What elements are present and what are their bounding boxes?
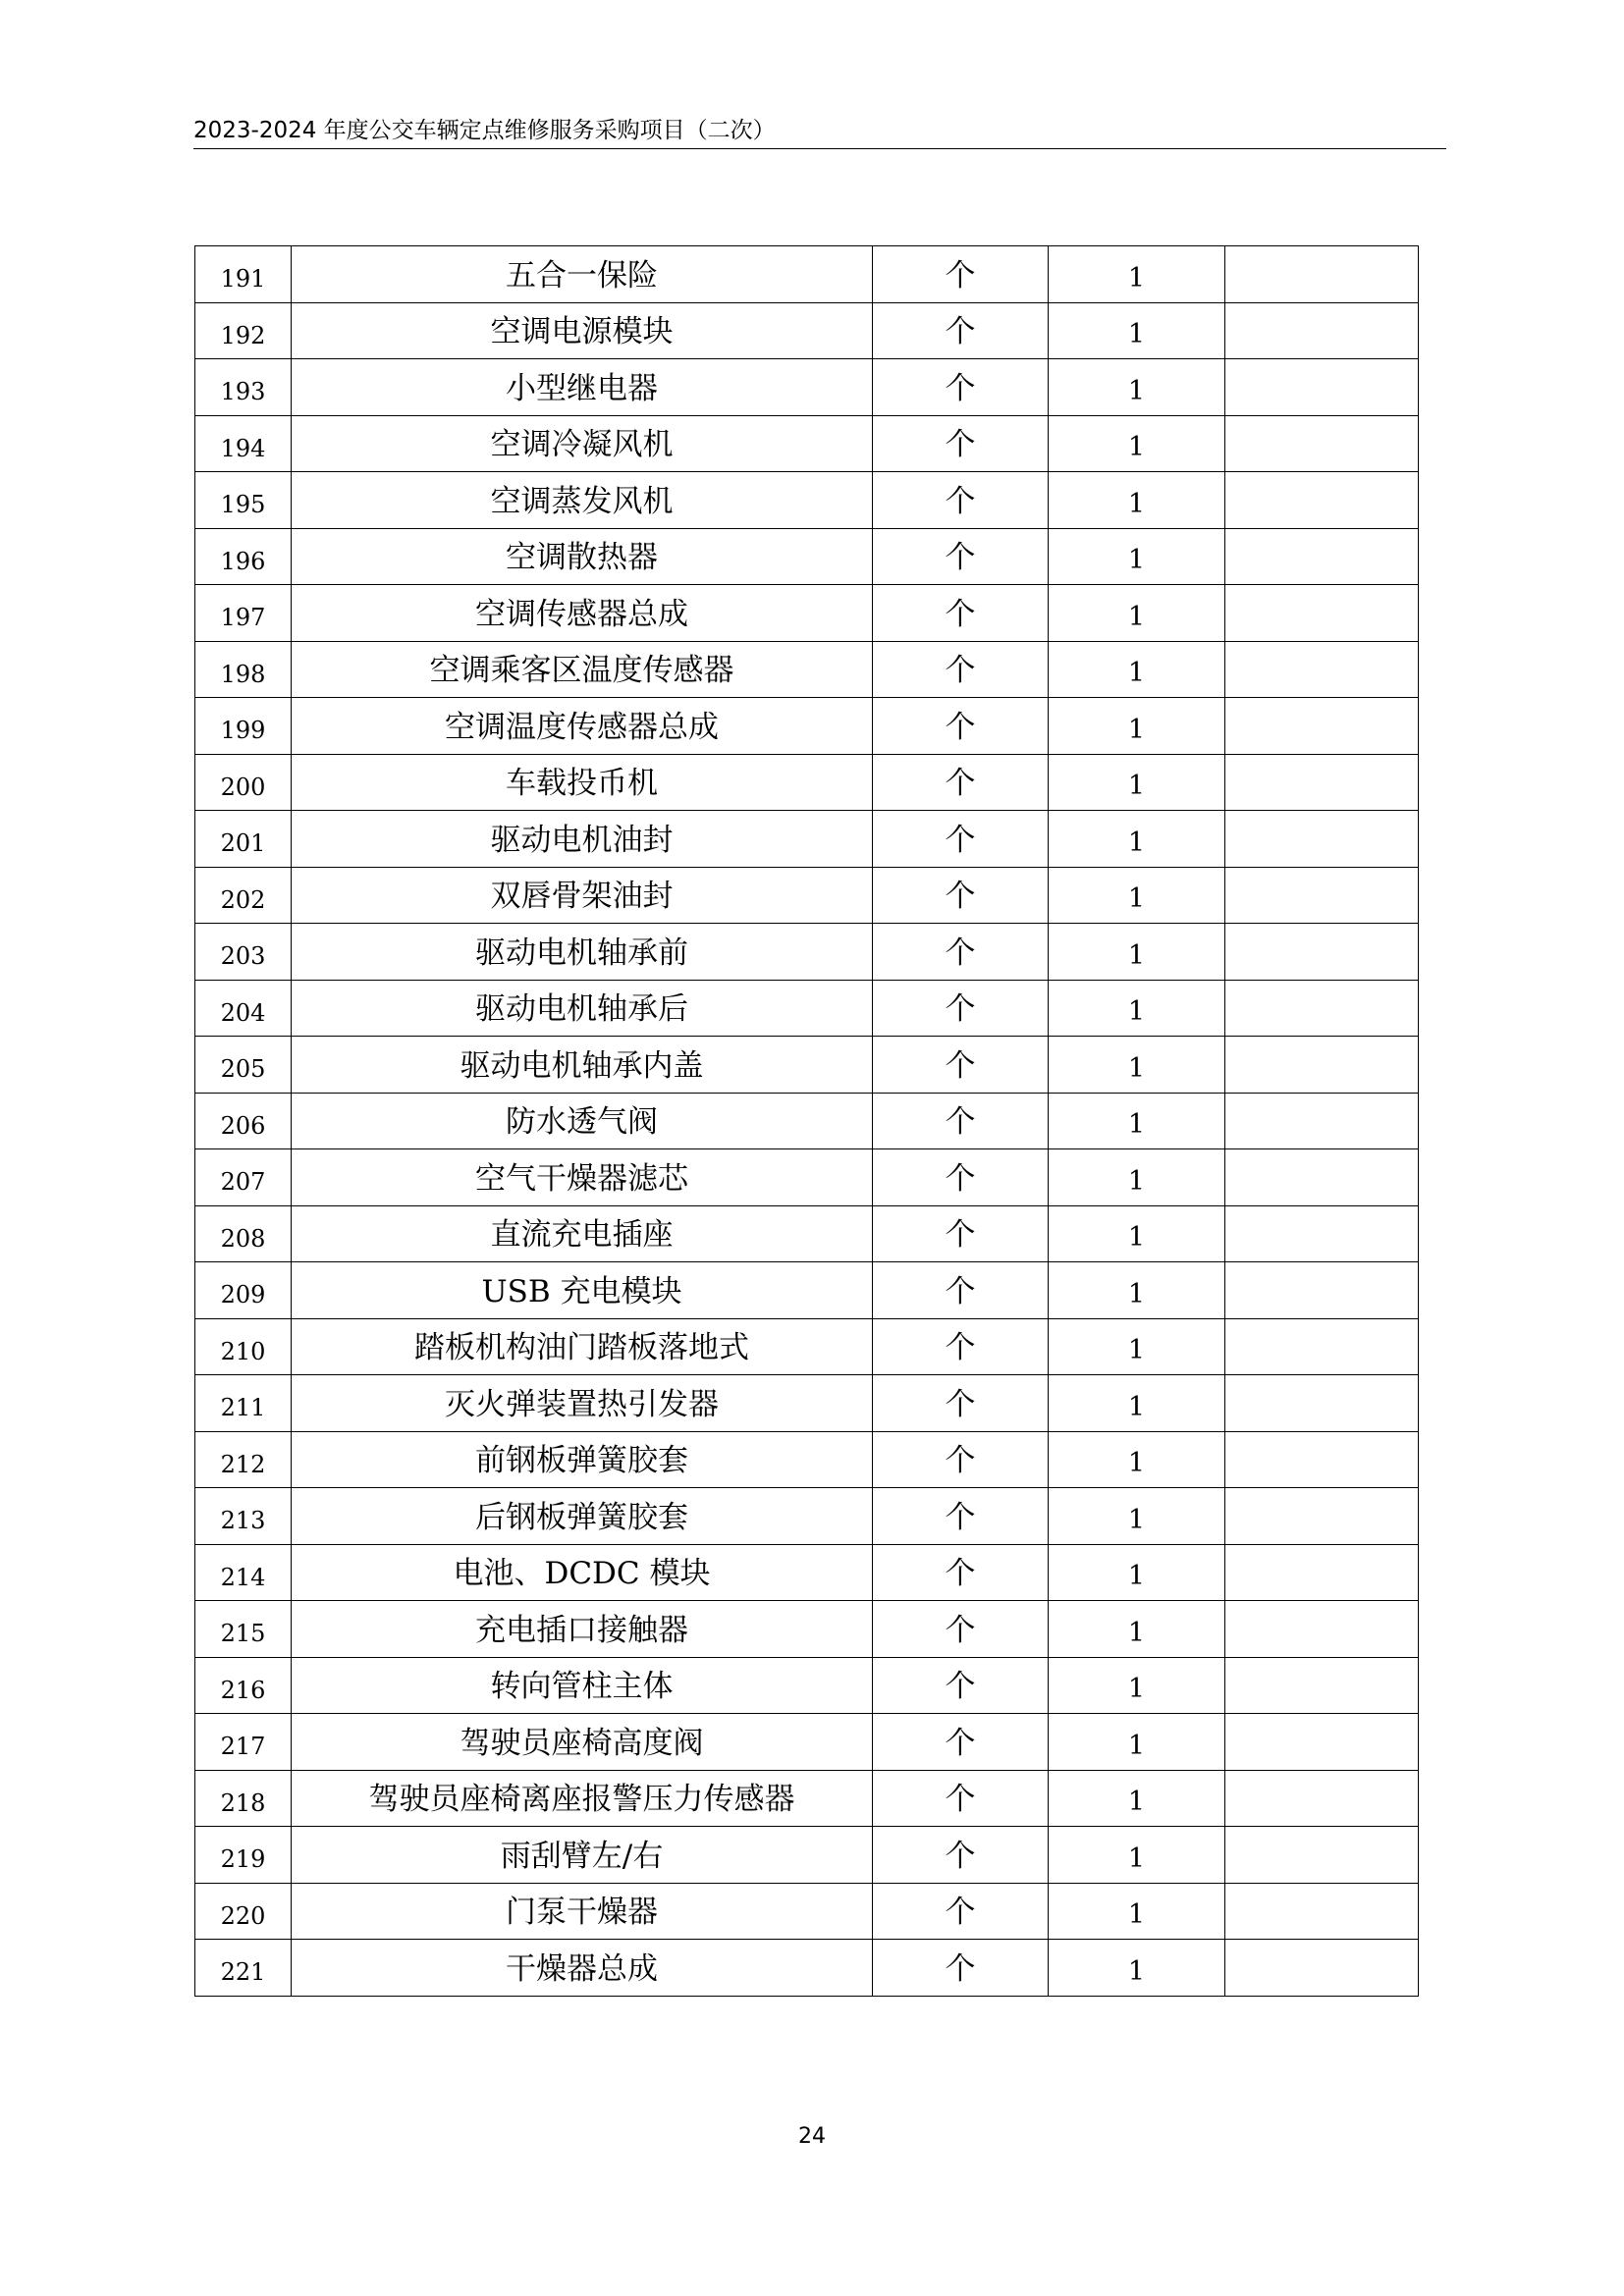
parts-table — [194, 245, 1419, 1997]
table-row — [195, 641, 1419, 698]
table-row — [195, 1037, 1419, 1094]
item-remark — [1225, 1657, 1419, 1714]
item-name: 空调温度传感器总成 — [292, 698, 873, 755]
item-name: 空调散热器 — [292, 528, 873, 585]
item-unit: 个 — [873, 1149, 1049, 1206]
item-quantity: 1 — [1049, 1714, 1225, 1771]
item-name: 干燥器总成 — [292, 1940, 873, 1997]
table-row — [195, 1940, 1419, 1997]
table-row — [195, 1827, 1419, 1884]
item-unit: 个 — [873, 754, 1049, 811]
row-number: 212 — [195, 1431, 292, 1488]
item-unit: 个 — [873, 1093, 1049, 1149]
item-unit: 个 — [873, 528, 1049, 585]
item-remark — [1225, 698, 1419, 755]
item-quantity: 1 — [1049, 1037, 1225, 1094]
item-quantity: 1 — [1049, 1093, 1225, 1149]
item-remark — [1225, 1601, 1419, 1658]
row-number: 205 — [195, 1037, 292, 1094]
item-remark — [1225, 1149, 1419, 1206]
item-quantity: 1 — [1049, 1940, 1225, 1997]
row-number: 210 — [195, 1318, 292, 1375]
item-unit: 个 — [873, 1601, 1049, 1658]
item-remark — [1225, 246, 1419, 303]
item-name: 驱动电机油封 — [292, 811, 873, 868]
item-remark — [1225, 1318, 1419, 1375]
row-number: 208 — [195, 1205, 292, 1262]
item-unit: 个 — [873, 246, 1049, 303]
row-number: 221 — [195, 1940, 292, 1997]
row-number: 200 — [195, 754, 292, 811]
table-row — [195, 698, 1419, 755]
table-row — [195, 1657, 1419, 1714]
item-remark — [1225, 1883, 1419, 1940]
item-name: 驱动电机轴承后 — [292, 980, 873, 1037]
item-remark — [1225, 754, 1419, 811]
table-row — [195, 1375, 1419, 1432]
item-remark — [1225, 472, 1419, 529]
item-name: 电池、DCDC 模块 — [292, 1544, 873, 1601]
item-name: 车载投币机 — [292, 754, 873, 811]
item-unit: 个 — [873, 1488, 1049, 1545]
item-quantity: 1 — [1049, 1431, 1225, 1488]
table-row — [195, 1149, 1419, 1206]
item-remark — [1225, 924, 1419, 981]
item-quantity: 1 — [1049, 980, 1225, 1037]
item-unit: 个 — [873, 415, 1049, 472]
item-unit: 个 — [873, 1375, 1049, 1432]
item-name: 转向管柱主体 — [292, 1657, 873, 1714]
row-number: 220 — [195, 1883, 292, 1940]
item-remark — [1225, 980, 1419, 1037]
item-quantity: 1 — [1049, 1601, 1225, 1658]
item-unit: 个 — [873, 1940, 1049, 1997]
item-name: 空调冷凝风机 — [292, 415, 873, 472]
item-remark — [1225, 1714, 1419, 1771]
item-name: 灭火弹装置热引发器 — [292, 1375, 873, 1432]
row-number: 207 — [195, 1149, 292, 1206]
item-name: USB 充电模块 — [292, 1262, 873, 1319]
item-quantity: 1 — [1049, 1149, 1225, 1206]
item-quantity: 1 — [1049, 811, 1225, 868]
item-quantity: 1 — [1049, 415, 1225, 472]
row-number: 191 — [195, 246, 292, 303]
table-row — [195, 415, 1419, 472]
item-remark — [1225, 1037, 1419, 1094]
table-row — [195, 1488, 1419, 1545]
item-unit: 个 — [873, 585, 1049, 642]
item-quantity: 1 — [1049, 1544, 1225, 1601]
item-name: 后钢板弹簧胶套 — [292, 1488, 873, 1545]
item-quantity: 1 — [1049, 1488, 1225, 1545]
item-quantity: 1 — [1049, 585, 1225, 642]
item-remark — [1225, 867, 1419, 924]
item-remark — [1225, 641, 1419, 698]
table-row — [195, 1262, 1419, 1319]
item-unit: 个 — [873, 1431, 1049, 1488]
item-unit: 个 — [873, 980, 1049, 1037]
row-number: 209 — [195, 1262, 292, 1319]
item-name: 防水透气阀 — [292, 1093, 873, 1149]
document-header: 2023-2024 年度公交车辆定点维修服务采购项目（二次） — [193, 116, 1446, 149]
item-quantity: 1 — [1049, 528, 1225, 585]
row-number: 206 — [195, 1093, 292, 1149]
row-number: 216 — [195, 1657, 292, 1714]
row-number: 192 — [195, 302, 292, 359]
item-unit: 个 — [873, 359, 1049, 416]
row-number: 202 — [195, 867, 292, 924]
row-number: 193 — [195, 359, 292, 416]
table-row — [195, 1714, 1419, 1771]
row-number: 194 — [195, 415, 292, 472]
item-name: 前钢板弹簧胶套 — [292, 1431, 873, 1488]
table-row — [195, 1318, 1419, 1375]
item-remark — [1225, 1940, 1419, 1997]
item-unit: 个 — [873, 1827, 1049, 1884]
item-unit: 个 — [873, 924, 1049, 981]
item-quantity: 1 — [1049, 1883, 1225, 1940]
item-unit: 个 — [873, 1657, 1049, 1714]
table-row — [195, 1431, 1419, 1488]
table-row — [195, 1770, 1419, 1827]
table-row — [195, 585, 1419, 642]
parts-table-body — [195, 246, 1419, 1997]
item-remark — [1225, 1770, 1419, 1827]
item-quantity: 1 — [1049, 867, 1225, 924]
row-number: 215 — [195, 1601, 292, 1658]
item-name: 驱动电机轴承前 — [292, 924, 873, 981]
table-row — [195, 528, 1419, 585]
row-number: 195 — [195, 472, 292, 529]
table-row — [195, 924, 1419, 981]
item-name: 驾驶员座椅高度阀 — [292, 1714, 873, 1771]
item-quantity: 1 — [1049, 1375, 1225, 1432]
row-number: 201 — [195, 811, 292, 868]
item-name: 小型继电器 — [292, 359, 873, 416]
item-quantity: 1 — [1049, 246, 1225, 303]
row-number: 196 — [195, 528, 292, 585]
table-row — [195, 1883, 1419, 1940]
row-number: 199 — [195, 698, 292, 755]
item-remark — [1225, 1375, 1419, 1432]
row-number: 213 — [195, 1488, 292, 1545]
item-quantity: 1 — [1049, 754, 1225, 811]
row-number: 214 — [195, 1544, 292, 1601]
item-unit: 个 — [873, 698, 1049, 755]
item-quantity: 1 — [1049, 641, 1225, 698]
item-quantity: 1 — [1049, 359, 1225, 416]
item-name: 直流充电插座 — [292, 1205, 873, 1262]
item-name: 空调传感器总成 — [292, 585, 873, 642]
row-number: 217 — [195, 1714, 292, 1771]
row-number: 204 — [195, 980, 292, 1037]
row-number: 211 — [195, 1375, 292, 1432]
item-remark — [1225, 1544, 1419, 1601]
row-number: 219 — [195, 1827, 292, 1884]
table-row — [195, 1093, 1419, 1149]
item-remark — [1225, 528, 1419, 585]
table-row — [195, 811, 1419, 868]
item-unit: 个 — [873, 641, 1049, 698]
item-quantity: 1 — [1049, 1205, 1225, 1262]
item-name: 空调蒸发风机 — [292, 472, 873, 529]
item-name: 空调乘客区温度传感器 — [292, 641, 873, 698]
item-name: 充电插口接触器 — [292, 1601, 873, 1658]
item-unit: 个 — [873, 1037, 1049, 1094]
table-row — [195, 472, 1419, 529]
item-quantity: 1 — [1049, 924, 1225, 981]
table-row — [195, 754, 1419, 811]
item-quantity: 1 — [1049, 302, 1225, 359]
table-row — [195, 1601, 1419, 1658]
item-unit: 个 — [873, 1544, 1049, 1601]
item-remark — [1225, 585, 1419, 642]
item-remark — [1225, 811, 1419, 868]
item-name: 空调电源模块 — [292, 302, 873, 359]
table-row — [195, 302, 1419, 359]
item-unit: 个 — [873, 302, 1049, 359]
row-number: 218 — [195, 1770, 292, 1827]
table-row — [195, 867, 1419, 924]
item-name: 双唇骨架油封 — [292, 867, 873, 924]
item-unit: 个 — [873, 867, 1049, 924]
table-row — [195, 246, 1419, 303]
item-remark — [1225, 302, 1419, 359]
row-number: 197 — [195, 585, 292, 642]
item-name: 踏板机构油门踏板落地式 — [292, 1318, 873, 1375]
page-number: 24 — [798, 2124, 826, 2149]
item-quantity: 1 — [1049, 1657, 1225, 1714]
item-quantity: 1 — [1049, 1827, 1225, 1884]
item-remark — [1225, 1488, 1419, 1545]
item-unit: 个 — [873, 1770, 1049, 1827]
item-name: 驱动电机轴承内盖 — [292, 1037, 873, 1094]
item-quantity: 1 — [1049, 1318, 1225, 1375]
item-remark — [1225, 1827, 1419, 1884]
item-remark — [1225, 1093, 1419, 1149]
item-name: 门泵干燥器 — [292, 1883, 873, 1940]
item-name: 驾驶员座椅离座报警压力传感器 — [292, 1770, 873, 1827]
table-row — [195, 359, 1419, 416]
item-remark — [1225, 1205, 1419, 1262]
table-row — [195, 1544, 1419, 1601]
item-quantity: 1 — [1049, 1262, 1225, 1319]
item-quantity: 1 — [1049, 472, 1225, 529]
item-remark — [1225, 359, 1419, 416]
row-number: 198 — [195, 641, 292, 698]
item-unit: 个 — [873, 811, 1049, 868]
item-unit: 个 — [873, 1262, 1049, 1319]
item-unit: 个 — [873, 1205, 1049, 1262]
item-unit: 个 — [873, 1883, 1049, 1940]
table-row — [195, 980, 1419, 1037]
item-remark — [1225, 1262, 1419, 1319]
item-unit: 个 — [873, 1714, 1049, 1771]
item-quantity: 1 — [1049, 698, 1225, 755]
table-row — [195, 1205, 1419, 1262]
item-unit: 个 — [873, 1318, 1049, 1375]
item-name: 空气干燥器滤芯 — [292, 1149, 873, 1206]
item-name: 五合一保险 — [292, 246, 873, 303]
item-unit: 个 — [873, 472, 1049, 529]
item-name: 雨刮臂左/右 — [292, 1827, 873, 1884]
item-remark — [1225, 415, 1419, 472]
item-remark — [1225, 1431, 1419, 1488]
item-quantity: 1 — [1049, 1770, 1225, 1827]
row-number: 203 — [195, 924, 292, 981]
